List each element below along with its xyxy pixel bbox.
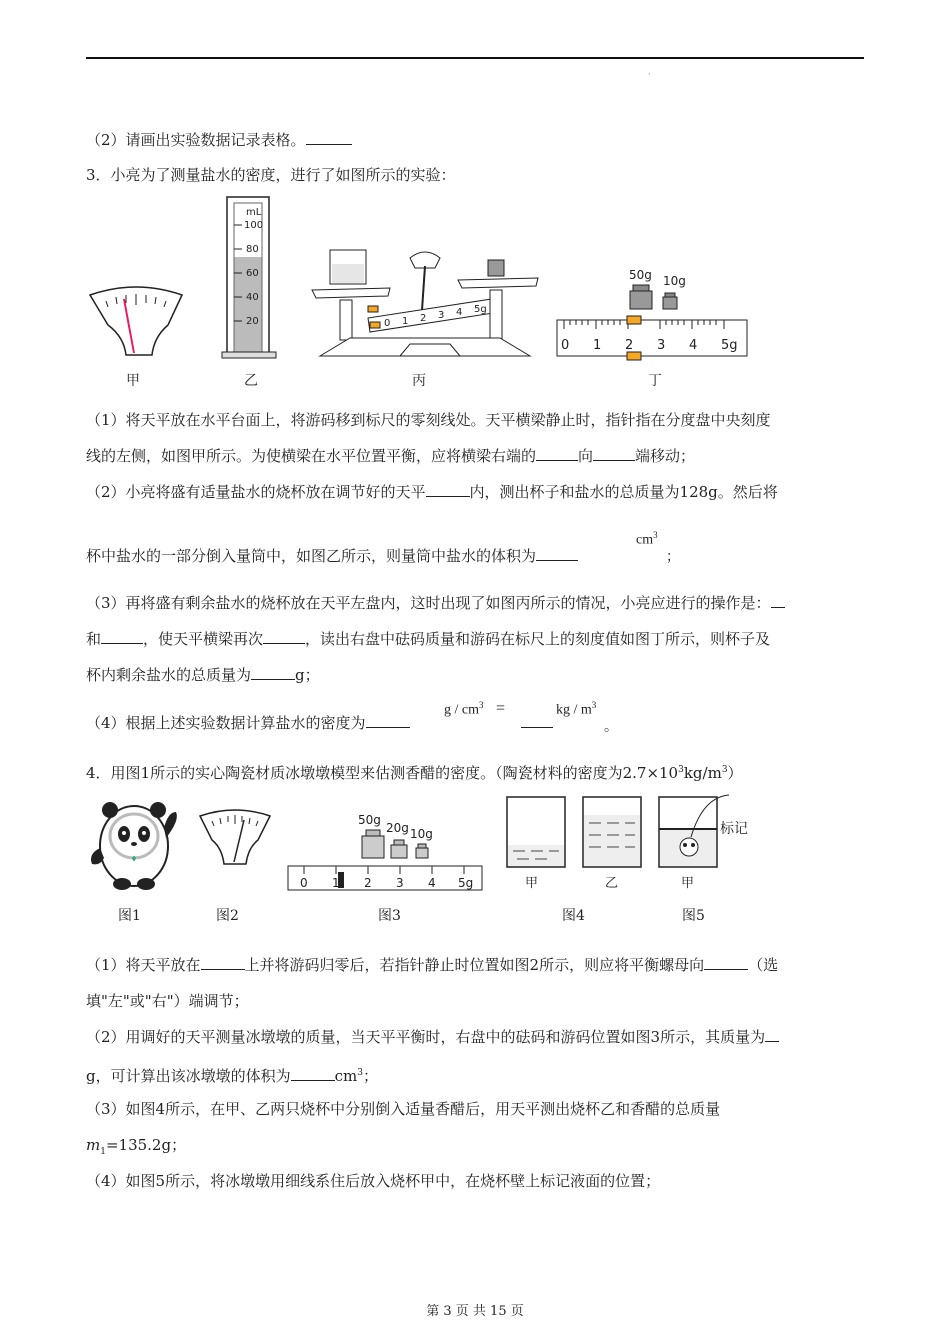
svg-text:50g: 50g (629, 268, 652, 282)
q4-beakers-figure (505, 795, 755, 895)
svg-text:40: 40 (246, 292, 259, 303)
q3-balance-figure (310, 240, 545, 360)
q4-title: 4．用图1所示的实心陶瓷材质冰墩墩模型来估测香醋的密度。（陶瓷材料的密度为$2.7\times 10^3kg/m^3$） (86, 764, 743, 782)
svg-text:10g: 10g (663, 274, 686, 288)
blank[interactable] (101, 629, 143, 644)
blank[interactable] (704, 955, 748, 970)
blank[interactable] (263, 629, 305, 644)
q4-dial-figure (196, 808, 274, 870)
blank[interactable] (765, 1027, 779, 1042)
q3-caption-bing: 丙 (412, 373, 426, 389)
blank[interactable] (426, 482, 470, 497)
header-rule (86, 57, 864, 59)
blank[interactable] (521, 713, 553, 728)
q3-blank-kg (521, 713, 553, 733)
q3-line2: 线的左侧，如图甲所示。为使横梁在水平位置平衡，应将横梁右端的 向 端移动； (86, 447, 696, 465)
q3-unit-gcm3: g / $cm^3$ (444, 700, 484, 718)
header-dot: · (648, 70, 651, 79)
svg-text:60: 60 (246, 268, 259, 279)
svg-text:1: 1 (593, 338, 602, 353)
svg-text:2: 2 (625, 338, 634, 353)
svg-text:甲: 甲 (681, 876, 695, 891)
q3-line3: （2）小亮将盛有适量盐水的烧杯放在调节好的天平 内，测出杯子和盐水的总质量为128g。然后将 (86, 483, 778, 501)
q3-line6: 和 ，使天平横梁再次 ，读出右盘中砝码质量和游码在标尺上的刻度值如图丁所示，则杯子及 (86, 630, 771, 648)
page-footer: 第 3 页 共 15 页 (426, 1304, 524, 1319)
q4-caption-fig5: 图5 (682, 908, 705, 924)
svg-text:5g: 5g (721, 338, 738, 353)
svg-text:4: 4 (689, 338, 698, 353)
svg-text:2: 2 (420, 313, 427, 324)
q4-line3: （2）用调好的天平测量冰墩墩的质量，当天平平衡时，右盘中的砝码和游码位置如图3所示，其质量为 (86, 1027, 779, 1047)
svg-text:甲: 甲 (525, 876, 539, 891)
q3-caption-ding: 丁 (648, 373, 662, 389)
q4-line1: （1）将天平放在 上并将游码归零后，若指针静止时位置如图2所示，则应将平衡螺母向 （选 (86, 956, 779, 974)
q3-dial-figure (86, 285, 186, 365)
svg-text:100: 100 (244, 220, 264, 231)
svg-text:3: 3 (657, 338, 666, 353)
svg-text:0: 0 (561, 338, 570, 353)
svg-text:5g: 5g (458, 876, 474, 890)
q4-mascot-figure (86, 798, 182, 893)
svg-text:10g: 10g (410, 827, 433, 841)
q2-part2: （2）请画出实验数据记录表格。 (86, 130, 352, 150)
q3-line7: 杯内剩余盐水的总质量为 g； (86, 666, 320, 684)
svg-text:20: 20 (246, 316, 259, 327)
blank[interactable] (306, 130, 352, 145)
q3-caption-yi: 乙 (244, 373, 258, 389)
q3-line4: 杯中盐水的一部分倒入量筒中，如图乙所示，则量筒中盐水的体积为 (86, 546, 578, 566)
q3-unit-cm3: $cm^3$ (636, 530, 658, 548)
svg-text:1: 1 (402, 316, 409, 327)
svg-text:20g: 20g (386, 821, 409, 835)
svg-text:5g: 5g (474, 304, 487, 315)
q3-line8: （4）根据上述实验数据计算盐水的密度为 (86, 713, 410, 733)
svg-text:4: 4 (428, 876, 436, 890)
svg-text:3: 3 (396, 876, 404, 890)
q4-caption-fig4: 图4 (562, 908, 585, 924)
svg-text:4: 4 (456, 307, 463, 318)
blank[interactable] (201, 955, 245, 970)
svg-text:80: 80 (246, 244, 259, 255)
svg-text:1: 1 (332, 876, 340, 890)
q3-caption-jia: 甲 (126, 373, 140, 389)
blank[interactable] (771, 593, 785, 608)
q4-line4: g，可计算出该冰墩墩的体积为 $cm^3$； (86, 1067, 378, 1085)
blank[interactable] (593, 446, 635, 461)
svg-text:2: 2 (364, 876, 372, 890)
q3-line5: （3）再将盛有剩余盐水的烧杯放在天平左盘内，这时出现了如图丙所示的情况，小亮应进行的操作是： (86, 593, 785, 613)
svg-text:3: 3 (438, 310, 445, 321)
q3-line4-end: ； (666, 550, 680, 565)
blank[interactable] (366, 713, 410, 728)
svg-text:mL: mL (246, 207, 262, 218)
blank[interactable] (536, 446, 578, 461)
q4-caption-fig1: 图1 (118, 908, 141, 924)
q4-caption-fig3: 图3 (378, 908, 401, 924)
blank[interactable] (536, 546, 578, 561)
blank[interactable] (251, 665, 295, 680)
q4-ruler-figure (286, 812, 486, 894)
q4-line2: 填"左"或"右"）端调节； (86, 992, 249, 1010)
q3-cylinder-figure (222, 195, 282, 365)
q3-line1: （1）将天平放在水平台面上，将游码移到标尺的零刻线处。天平横梁静止时，指针指在分度盘中央刻度 (86, 411, 771, 429)
q4-line7: （4）如图5所示，将冰墩墩用细线系住后放入烧杯甲中，在烧杯壁上标记液面的位置； (86, 1172, 661, 1190)
q4-line5: （3）如图4所示，在甲、乙两只烧杯中分别倒入适量香醋后，用天平测出烧杯乙和香醋的总质量 (86, 1100, 721, 1118)
svg-text:0: 0 (384, 318, 391, 329)
q3-unit-kgm3: kg / $m^3$ (556, 700, 597, 718)
q3-line8-end: 。 (604, 720, 618, 735)
svg-text:50g: 50g (358, 813, 381, 827)
q4-line6: $m_1=135.2g$； (86, 1136, 187, 1157)
q3-title: 3．小亮为了测量盐水的密度，进行了如图所示的实验： (86, 166, 456, 184)
q4-mark-label: 标记 (720, 821, 748, 837)
svg-text:0: 0 (300, 876, 308, 890)
q3-equals: = (496, 700, 506, 717)
blank[interactable] (291, 1066, 335, 1081)
q3-ruler-figure (555, 265, 755, 360)
q4-caption-fig2: 图2 (216, 908, 239, 924)
svg-text:乙: 乙 (605, 876, 619, 891)
